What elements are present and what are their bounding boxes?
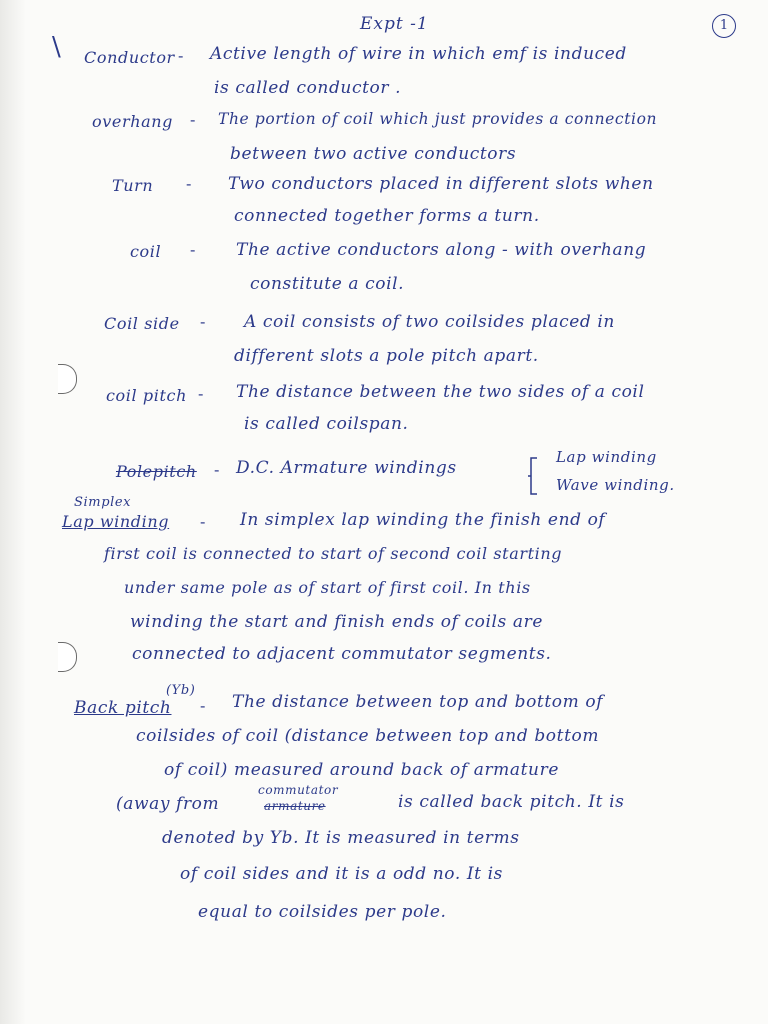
simplex-insert: Simplex	[74, 495, 132, 510]
term-dash: -	[200, 696, 206, 715]
definition-line: The portion of coil which just provides a connection	[218, 110, 658, 128]
term-dash: -	[186, 174, 192, 193]
definition-line: Two conductors placed in different slots when	[228, 174, 654, 194]
margin-mark: \	[52, 32, 62, 62]
definition-line: The active conductors along - with overhang	[236, 240, 647, 260]
definition-line: connected together forms a turn.	[234, 206, 540, 226]
binder-hole-bottom	[58, 642, 77, 672]
definition-line: The distance between the two sides of a coil	[236, 382, 645, 402]
definition-line: coilsides of coil (distance between top and bottom	[136, 726, 600, 746]
back-pitch-symbol: (Yb)	[166, 683, 196, 698]
term-dash: -	[200, 512, 206, 531]
page-margin-shadow	[0, 0, 26, 1024]
definition-line: is called coilspan.	[244, 414, 409, 434]
definition-line: Active length of wire in which emf is induced	[210, 44, 627, 64]
term-dash: -	[190, 240, 196, 259]
winding-type: Lap winding	[556, 448, 657, 466]
definition-line: first coil is connected to start of second coil starting	[104, 544, 563, 563]
definition-line: constitute a coil.	[250, 274, 405, 294]
term-overhang: overhang	[92, 112, 173, 131]
definition-line: is called back pitch. It is	[398, 792, 625, 812]
term-dash: -	[214, 460, 220, 479]
term-lap-winding: Lap winding	[62, 512, 170, 531]
definition-line: (away from	[116, 794, 220, 814]
definition-line: equal to coilsides per pole.	[198, 902, 447, 922]
commutator-insert: commutator	[258, 783, 339, 797]
term-conductor: Conductor	[84, 48, 175, 67]
binder-hole-top	[58, 364, 77, 394]
dc-windings-label: D.C. Armature windings	[236, 458, 457, 478]
term-back-pitch: Back pitch	[74, 698, 172, 718]
definition-line: connected to adjacent commutator segments.	[132, 644, 552, 664]
definition-line: is called conductor .	[214, 78, 402, 98]
term-coil-side: Coil side	[104, 314, 180, 333]
brace-icon	[528, 456, 538, 496]
definition-line: winding the start and finish ends of coils are	[130, 612, 543, 632]
definition-line: under same pole as of start of first coil. In this	[124, 578, 531, 597]
term-dash: -	[200, 312, 206, 331]
term-dash: -	[190, 110, 196, 129]
struck-term-polepitch: Polepitch	[116, 462, 197, 481]
definition-line: of coil) measured around back of armature	[164, 760, 559, 780]
definition-line: A coil consists of two coilsides placed in	[244, 312, 615, 332]
definition-line: In simplex lap winding the finish end of	[240, 510, 606, 530]
term-turn: Turn	[112, 176, 154, 195]
definition-line: different slots a pole pitch apart.	[234, 346, 539, 366]
term-coil: coil	[130, 242, 162, 261]
page-number: 1	[712, 14, 736, 38]
definition-line: of coil sides and it is a odd no. It is	[180, 864, 503, 884]
term-dash: -	[198, 384, 204, 403]
term-coil-pitch: coil pitch	[106, 386, 187, 405]
definition-line: between two active conductors	[230, 144, 517, 164]
definition-line: The distance between top and bottom of	[232, 692, 604, 712]
definition-line: denoted by Yb. It is measured in terms	[162, 828, 520, 848]
struck-word-armature: armature	[264, 799, 326, 813]
term-dash: -	[178, 46, 184, 65]
winding-type: Wave winding.	[556, 476, 675, 494]
page-title: Expt -1	[360, 14, 429, 34]
